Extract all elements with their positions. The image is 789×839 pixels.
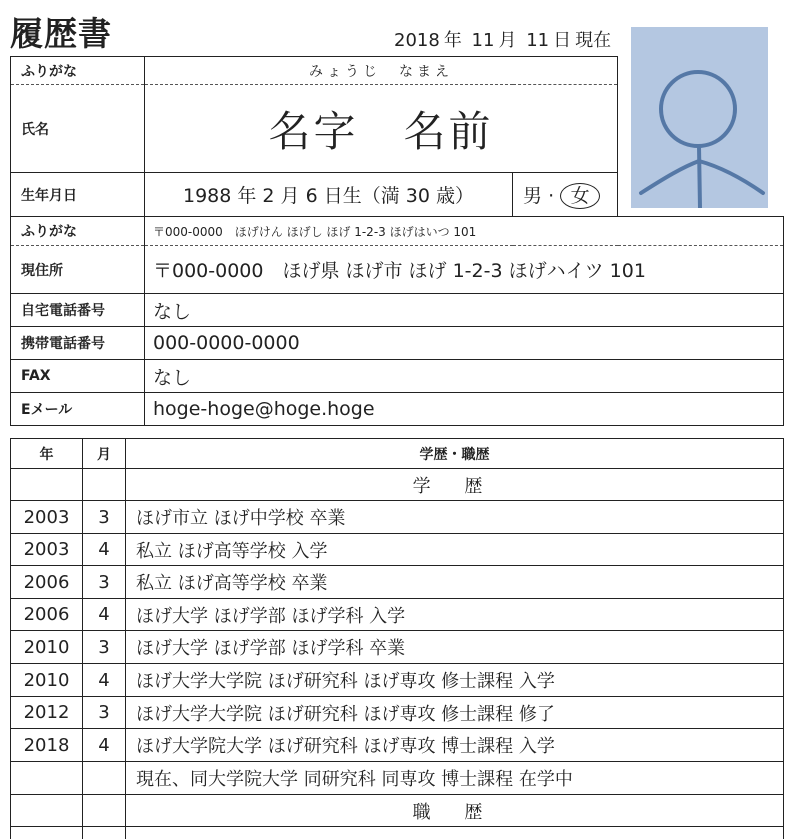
date-day: 11 — [526, 30, 550, 51]
personal-info-table — [10, 56, 784, 426]
row-month: 4 — [83, 534, 126, 566]
birth-label: 生年月日 — [11, 173, 145, 217]
email-label: Eメール — [11, 393, 145, 426]
gender-male: 男 — [523, 184, 543, 207]
table-row — [11, 631, 784, 664]
row-description: ほげ大学 ほげ学部 ほげ学科 入学 — [126, 599, 784, 631]
row-description: 私立 ほげ高等学校 卒業 — [126, 566, 784, 599]
row-month: 3 — [83, 501, 126, 534]
date-year: 2018 — [394, 30, 440, 51]
row-description: ほげ大学大学院 ほげ研究科 ほげ専攻 修士課程 修了 — [126, 697, 784, 729]
date-year-unit: 年 — [443, 30, 462, 51]
birth-date: 1988 年 2 月 6 日生（満 30 歳） — [145, 173, 513, 217]
row-year — [11, 762, 83, 795]
row-month: 4 — [83, 664, 126, 697]
row-year: 2012 — [11, 697, 83, 729]
col-description: 学歴・職歴 — [126, 439, 784, 469]
row-description: ほげ大学院大学 ほげ研究科 ほげ専攻 博士課程 入学 — [126, 729, 784, 762]
education-heading: 学 歴 — [126, 469, 784, 501]
mobile-phone-value: 000-0000-0000 — [145, 327, 784, 360]
gender-field — [513, 173, 618, 217]
table-row — [11, 697, 784, 729]
table-row — [11, 599, 784, 631]
row-description: ほげ市立 ほげ中学校 卒業 — [126, 501, 784, 534]
row-month: 4 — [83, 729, 126, 762]
col-year: 年 — [11, 439, 83, 469]
row-year: 2018 — [11, 729, 83, 762]
row-month: 3 — [83, 697, 126, 729]
name-label: 氏名 — [11, 85, 145, 173]
address-furigana-label: ふりがな — [11, 217, 145, 246]
row-year: 2010 — [11, 631, 83, 664]
address-furigana: 〒000-0000 ほげけん ほげし ほげ 1-2-3 ほげはいつ 101 — [145, 217, 784, 246]
row-year: 2006 — [11, 566, 83, 599]
furigana-label: ふりがな — [11, 57, 145, 85]
fax-label: FAX — [11, 360, 145, 393]
table-row — [11, 566, 784, 599]
table-row — [11, 664, 784, 697]
document-title: 履歴書 — [10, 14, 112, 53]
address-label: 現住所 — [11, 246, 145, 294]
date-day-unit: 日 — [553, 30, 572, 51]
education-history-table — [10, 438, 784, 839]
home-phone-label: 自宅電話番号 — [11, 294, 145, 327]
row-month: 3 — [83, 631, 126, 664]
education-heading-row — [11, 469, 784, 501]
gender-separator: · — [548, 184, 555, 207]
table-row — [11, 501, 784, 534]
date-month: 11 — [471, 30, 495, 51]
row-year: 2010 — [11, 664, 83, 697]
email-value: hoge-hoge@hoge.hoge — [145, 393, 784, 426]
as-of-date — [392, 29, 613, 53]
table-row — [11, 534, 784, 566]
table-row — [11, 729, 784, 762]
full-name: 名字 名前 — [145, 85, 618, 173]
table-row — [11, 762, 784, 795]
name-furigana: みょうじ なまえ — [145, 57, 618, 85]
work-heading-row — [11, 795, 784, 827]
col-month: 月 — [83, 439, 126, 469]
row-description: ほげ大学大学院 ほげ研究科 ほげ専攻 修士課程 入学 — [126, 664, 784, 697]
mobile-phone-label: 携帯電話番号 — [11, 327, 145, 360]
date-month-unit: 月 — [498, 30, 517, 51]
address-value: 〒000-0000 ほげ県 ほげ市 ほげ 1-2-3 ほげハイツ 101 — [145, 246, 784, 294]
row-month — [83, 762, 126, 795]
row-month: 3 — [83, 566, 126, 599]
row-description: 私立 ほげ高等学校 入学 — [126, 534, 784, 566]
row-year: 2003 — [11, 534, 83, 566]
row-year: 2003 — [11, 501, 83, 534]
row-year: 2006 — [11, 599, 83, 631]
date-suffix: 現在 — [575, 30, 612, 51]
row-description: 現在、同大学院大学 同研究科 同専攻 博士課程 在学中 — [126, 762, 784, 795]
row-month: 4 — [83, 599, 126, 631]
row-description: ほげ大学 ほげ学部 ほげ学科 卒業 — [126, 631, 784, 664]
gender-female-circled: 女 — [560, 183, 600, 209]
work-heading: 職 歴 — [126, 795, 784, 827]
fax-value: なし — [145, 360, 784, 393]
history-header-row — [11, 439, 784, 469]
home-phone-value: なし — [145, 294, 784, 327]
